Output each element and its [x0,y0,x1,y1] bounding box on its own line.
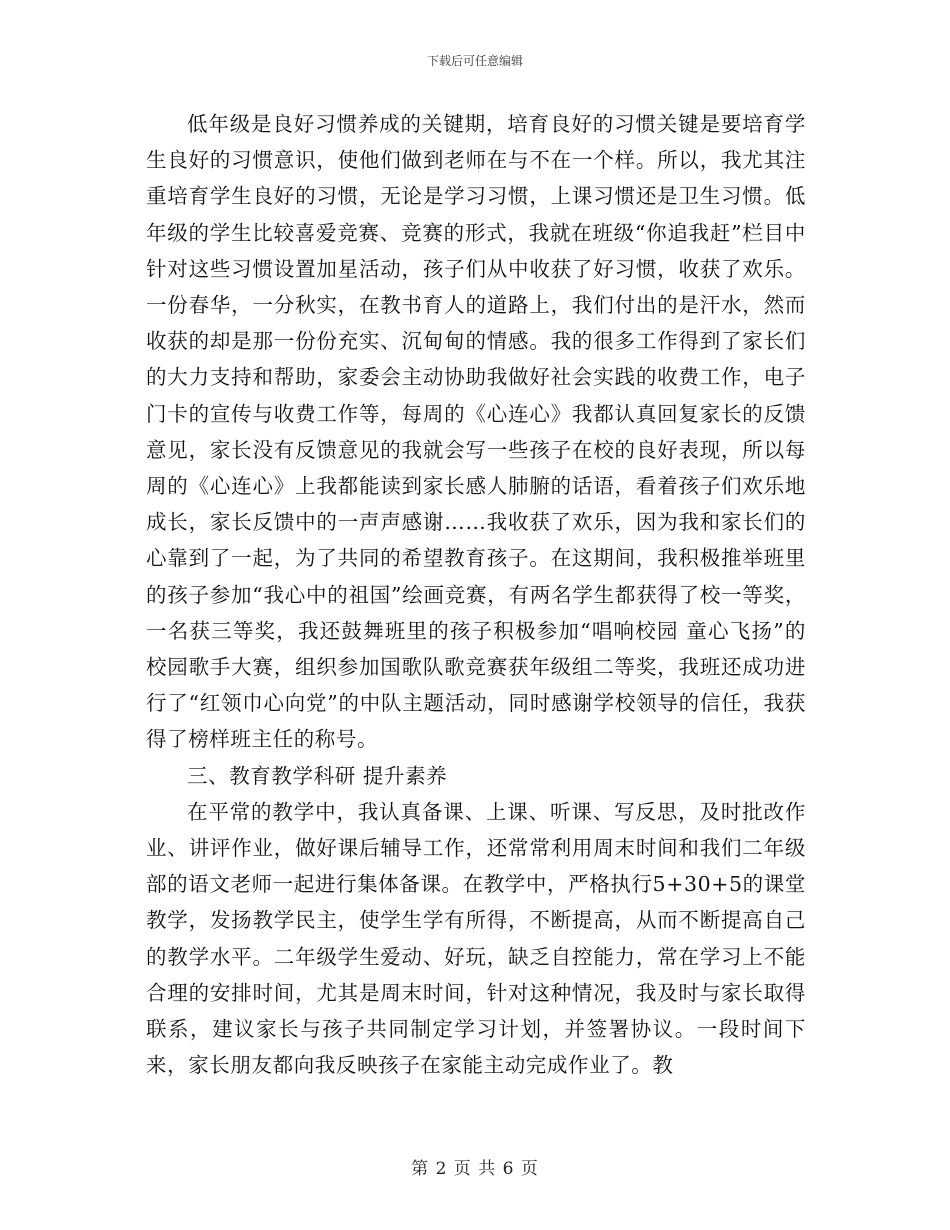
paragraph-habits: 低年级是良好习惯养成的关键期，培育良好的习惯关键是要培育学生良好的习惯意识，使他们做到老师在与不在一个样。所以，我尤其注重培育学生良好的习惯，无论是学习习惯，上课习惯还是卫生习惯。低年级的学生比较喜爱竞赛、竞赛的形式，我就在班级“你追我赶”栏目中针对这些习惯设置加星活动，孩子们从中收获了好习惯，收获了欢乐。一份春华，一分秋实，在教书育人的道路上，我们付出的是汗水，然而收获的却是那一份份充实、沉甸甸的情感。我的很多工作得到了家长们的大力支持和帮助，家委会主动协助我做好社会实践的收费工作，电子门卡的宣传与收费工作等，每周的《心连心》我都认真回复家长的反馈意见，家长没有反馈意见的我就会写一些孩子在校的良好表现，所以每周的《心连心》上我都能读到家长感人肺腑的话语，看着孩子们欢乐地成长，家长反馈中的一声声感谢……我收获了欢乐，因为我和家长们的心靠到了一起，为了共同的希望教育孩子。在这期间，我积极推举班里的孩子参加“我心中的祖国”绘画竞赛，有两名学生都获得了校一等奖，一名获三等奖，我还鼓舞班里的孩子积极参加“唱响校园 童心飞扬”的校园歌手大赛，组织参加国歌队歌竞赛获年级组二等奖，我班还成功进行了“红领巾心向党”的中队主题活动，同时感谢学校领导的信任，我获得了榜样班主任的称号。 [146,112,806,752]
document-body [146,106,806,1083]
paragraph-teaching: 在平常的教学中，我认真备课、上课、听课、写反思，及时批改作业、讲评作业，做好课后辅导工作，还常常利用周末时间和我们二年级部的语文老师一起进行集体备课。在教学中，严格执行5+30+5的课堂教学，发扬教学民主，使学生学有所得，不断提高，从而不断提高自己的教学水平。二年级学生爱动、好玩，缺乏自控能力，常在学习上不能合理的安排时间，尤其是周末时间，针对这种情况，我及时与家长取得联系，建议家长与孩子共同制定学习计划，并签署协议。一段时间下来，家长朋友都向我反映孩子在家能主动完成作业了。教 [146,799,806,1078]
page-header: 下载后可任意编辑 [426,54,523,68]
section-heading: 三、教育教学科研 提升素养 [187,763,448,788]
page-number: 第 2 页 共 6 页 [411,1159,539,1179]
